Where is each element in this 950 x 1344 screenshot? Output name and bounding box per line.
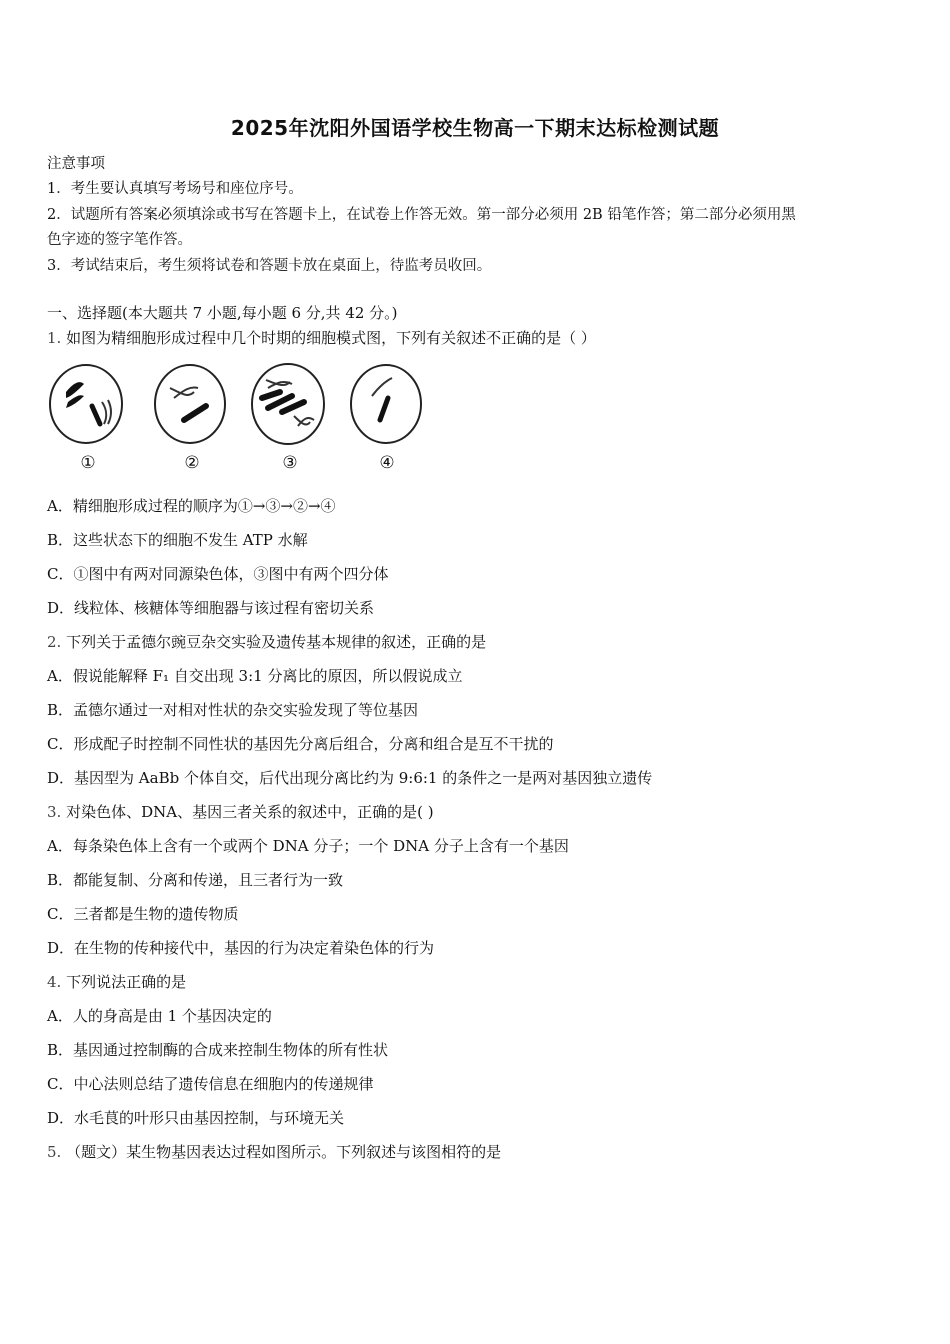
chromosome-icon	[66, 382, 111, 424]
figure-label: ③	[282, 453, 298, 473]
question-number: 3.	[47, 803, 62, 821]
option: D．在生物的传种接代中，基因的行为决定着染色体的行为	[47, 939, 435, 957]
option: D．线粒体、核糖体等细胞器与该过程有密切关系	[47, 599, 375, 617]
question-number: 1.	[47, 329, 62, 347]
option: B．基因通过控制酶的合成来控制生物体的所有性状	[47, 1041, 389, 1059]
option: B．孟德尔通过一对相对性状的杂交实验发现了等位基因	[47, 701, 419, 719]
option: C．三者都是生物的遗传物质	[47, 905, 239, 923]
question-5	[47, 1141, 501, 1162]
question-2	[47, 631, 486, 652]
question-number: 4.	[47, 973, 62, 991]
figure-label: ④	[379, 453, 395, 473]
question-stem: 如图为精细胞形成过程中几个时期的细胞模式图，下列有关叙述不正确的是（ ）	[66, 329, 596, 347]
question-number: 5.	[47, 1143, 62, 1161]
question-number: 2.	[47, 633, 62, 651]
question-stem: 下列关于孟德尔豌豆杂交实验及遗传基本规律的叙述，正确的是	[66, 633, 487, 651]
option: C．中心法则总结了遗传信息在细胞内的传递规律	[47, 1075, 374, 1093]
notice-item: 2．试题所有答案必须填涂或书写在答题卡上，在试卷上作答无效。第一部分必须用 2B 铅笔作答；第二部分必须用黑	[47, 207, 796, 223]
question-stem: （题文）某生物基因表达过程如图所示。下列叙述与该图相符的是	[66, 1143, 502, 1161]
question-stem: 下列说法正确的是	[66, 973, 187, 991]
option: A．每条染色体上含有一个或两个 DNA 分子；一个 DNA 分子上含有一个基因	[47, 837, 569, 855]
option: B．这些状态下的细胞不发生 ATP 水解	[47, 531, 308, 549]
notice-item: 色字迹的签字笔作答。	[47, 232, 192, 248]
question-3	[47, 801, 434, 822]
figure-label: ②	[184, 453, 200, 473]
question-4	[47, 971, 186, 992]
option: B．都能复制、分离和传递，且三者行为一致	[47, 871, 344, 889]
notice-item: 1．考生要认真填写考场号和座位序号。	[47, 181, 303, 197]
figure-label: ①	[80, 453, 96, 473]
option: A．精细胞形成过程的顺序为①→③→②→④	[47, 497, 336, 515]
option: C．①图中有两对同源染色体，③图中有两个四分体	[47, 565, 389, 583]
option: C．形成配子时控制不同性状的基因先分离后组合，分离和组合是互不干扰的	[47, 735, 554, 753]
section-heading: 一、选择题(本大题共 7 小题,每小题 6 分,共 42 分。)	[47, 304, 398, 322]
question-1	[47, 327, 596, 348]
cell-diagram-figure	[44, 358, 434, 478]
page-title: 2025年沈阳外国语学校生物高一下期末达标检测试题	[230, 116, 720, 140]
option: D．基因型为 AaBb 个体自交，后代出现分离比约为 9:6:1 的条件之一是两对基因独立遗传	[47, 769, 653, 787]
option: A．假说能解释 F₁ 自交出现 3:1 分离比的原因，所以假说成立	[47, 667, 463, 685]
notice-item: 3．考试结束后，考生须将试卷和答题卡放在桌面上，待监考员收回。	[47, 258, 492, 274]
notice-heading: 注意事项	[47, 156, 105, 172]
option: A．人的身高是由 1 个基因决定的	[47, 1007, 272, 1025]
option: D．水毛茛的叶形只由基因控制，与环境无关	[47, 1109, 345, 1127]
question-stem: 对染色体、DNA、基因三者关系的叙述中，正确的是( )	[66, 803, 434, 821]
